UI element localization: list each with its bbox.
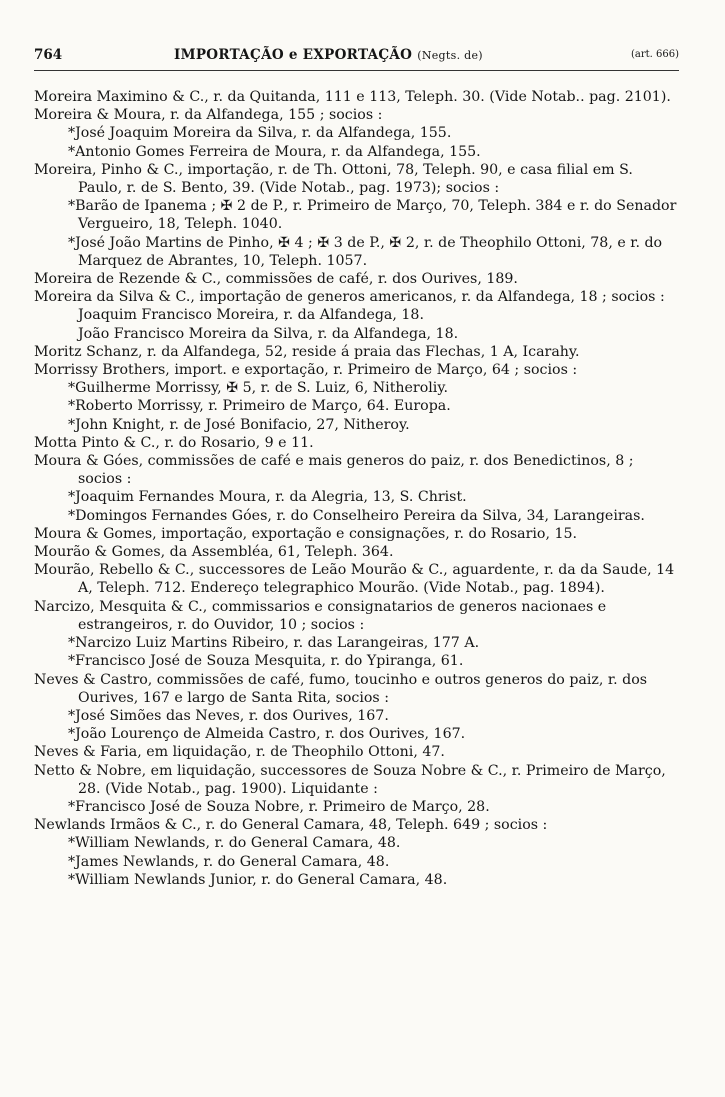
page-title (174, 47, 483, 63)
directory-page (34, 0, 679, 1097)
firm-entry: Moreira & Moura, r. da Alfandega, 155 ; socios : (34, 107, 383, 124)
partner-entry: *José Joaquim Moreira da Silva, r. da Alfandega, 155. (68, 125, 452, 142)
firm-entry: Moura & Gomes, importação, exportação e consignações, r. do Rosario, 15. (34, 525, 578, 542)
partner-entry: *Barão de Ipanema ; ✠ 2 de P., r. Primeiro de Março, 70, Teleph. 384 e r. do Senador Vergueiro, 18, Teleph. 1040. (68, 198, 677, 233)
title-main: IMPORTAÇÃO e EXPORTAÇÃO (174, 47, 413, 63)
partner-entry: João Francisco Moreira da Silva, r. da Alfandega, 18. (78, 325, 459, 342)
firm-entry: Narcizo, Mesquita & C., commissarios e consignatarios de generos nacionaes e estrangeiros, r. do Ouvidor, 10 ; socios : (34, 598, 607, 633)
title-sub: (Negts. de) (417, 49, 483, 62)
firm-entry: Neves & Castro, commissões de café, fumo, toucinho e outros generos do paiz, r. dos Ourives, 167 e largo de Santa Rita, socios : (34, 671, 648, 706)
firm-entry: Moreira, Pinho & C., importação, r. de Th. Ottoni, 78, Teleph. 90, e casa filial em S. Paulo, r. de S. Bento, 39. (Vide Notab., pag. 1973); socios : (34, 161, 633, 197)
partner-entry: *William Newlands, r. do General Camara, 48. (68, 835, 401, 852)
partner-entry: *Joaquim Fernandes Moura, r. da Alegria, 13, S. Christ. (68, 489, 467, 506)
firm-entry: Moreira da Silva & C., importação de generos americanos, r. da Alfandega, 18 ; socios : (34, 289, 665, 306)
entry-list (34, 88, 679, 889)
partner-entry: *James Newlands, r. do General Camara, 48. (68, 853, 390, 870)
firm-entry: Moreira de Rezende & C., commissões de café, r. dos Ourives, 189. (34, 271, 518, 288)
partner-entry: Joaquim Francisco Moreira, r. da Alfandega, 18. (78, 307, 424, 324)
header-rule (34, 70, 679, 71)
partner-entry: *Narcizo Luiz Martins Ribeiro, r. das Larangeiras, 177 A. (68, 635, 480, 652)
firm-entry: Mourão & Gomes, da Assembléa, 61, Teleph. 364. (34, 544, 394, 561)
partner-entry: *José Simões das Neves, r. dos Ourives, 167. (68, 707, 389, 724)
firm-entry: Motta Pinto & C., r. do Rosario, 9 e 11. (34, 434, 314, 451)
partner-entry: *Antonio Gomes Ferreira de Moura, r. da Alfandega, 155. (68, 143, 481, 160)
firm-entry: Neves & Faria, em liquidação, r. de Theophilo Ottoni, 47. (34, 744, 445, 761)
firm-entry: Moritz Schanz, r. da Alfandega, 52, reside á praia das Flechas, 1 A, Icarahy. (34, 343, 580, 360)
firm-entry: Newlands Irmãos & C., r. do General Camara, 48, Teleph. 649 ; socios : (34, 817, 548, 834)
partner-entry: *Domingos Fernandes Góes, r. do Conselheiro Pereira da Silva, 34, Larangeiras. (68, 507, 645, 524)
firm-entry: Moura & Góes, commissões de café e mais generos do paiz, r. dos Benedictinos, 8 ; socios : (34, 453, 634, 488)
running-header (34, 47, 679, 69)
partner-entry: *Roberto Morrissy, r. Primeiro de Março, 64. Europa. (68, 398, 451, 415)
partner-entry: *Francisco José de Souza Nobre, r. Primeiro de Março, 28. (68, 798, 490, 815)
partner-entry: *Guilherme Morrissy, ✠ 5, r. de S. Luiz, 6, Nitheroliy. (68, 380, 448, 397)
partner-entry: *John Knight, r. de José Bonifacio, 27, Nitheroy. (68, 416, 410, 433)
firm-entry: Moreira Maximino & C., r. da Quitanda, 111 e 113, Teleph. 30. (Vide Notab.. pag. 2101). (34, 89, 671, 105)
firm-entry: Morrissy Brothers, import. e exportação, r. Primeiro de Março, 64 ; socios : (34, 362, 578, 379)
firm-entry: Mourão, Rebello & C., successores de Leão Mourão & C., aguardente, r. da da Saude, 14 A, Teleph. 712. Endereço telegraphico Mourão. (Vide Notab., pag. 1894). (34, 562, 675, 597)
page-number: 764 (34, 47, 63, 63)
partner-entry: *William Newlands Junior, r. do General Camara, 48. (68, 871, 448, 888)
article-ref: (art. 666) (630, 49, 679, 60)
partner-entry: *José João Martins de Pinho, ✠ 4 ; ✠ 3 de P., ✠ 2, r. de Theophilo Ottoni, 78, e r. do Marquez de Abrantes, 10, Teleph. 1057. (68, 234, 663, 269)
partner-entry: *Francisco José de Souza Mesquita, r. do Ypiranga, 61. (68, 653, 464, 670)
firm-entry: Netto & Nobre, em liquidação, successores de Souza Nobre & C., r. Primeiro de Março, 28. (Vide Notab., pag. 1900). Liquidante : (34, 762, 666, 797)
partner-entry: *João Lourenço de Almeida Castro, r. dos Ourives, 167. (68, 726, 466, 743)
